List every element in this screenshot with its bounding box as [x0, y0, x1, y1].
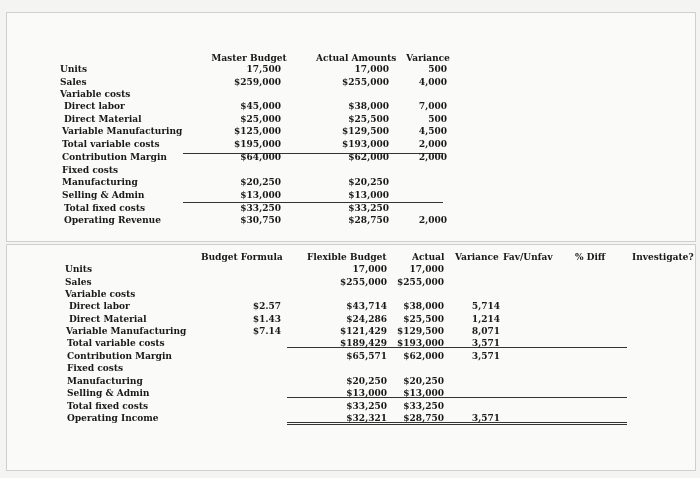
- row-label: Total variable costs: [62, 140, 160, 150]
- flexible-value: $24,286: [346, 315, 387, 325]
- row-label: Sales: [60, 78, 87, 88]
- actual-value: $62,000: [348, 153, 389, 163]
- actual-value: $38,000: [348, 102, 389, 112]
- row-label: Units: [60, 65, 88, 75]
- master-value: 17,500: [246, 65, 281, 75]
- row-label: Manufacturing: [62, 178, 138, 188]
- header-master-budget: Master Budget: [211, 54, 287, 64]
- actual-value: $20,250: [348, 178, 389, 188]
- formula-value: $7.14: [252, 327, 281, 337]
- row-label: Fixed costs: [67, 364, 124, 374]
- header-fav-unfav: Fav/Unfav: [503, 253, 553, 263]
- variance-value: 2,000: [418, 153, 447, 163]
- header-percent-diff: % Diff: [575, 253, 606, 263]
- actual-value: $255,000: [342, 78, 389, 88]
- row-label: Contribution Margin: [67, 352, 172, 362]
- actual-value: $13,000: [348, 191, 389, 201]
- variance-value: 4,000: [418, 78, 447, 88]
- row-label: Total fixed costs: [67, 402, 149, 412]
- flexible-value: $33,250: [346, 402, 387, 412]
- master-value: $13,000: [240, 191, 281, 201]
- header-flexible-budget: Flexible Budget: [307, 253, 387, 263]
- header-budget-formula: Budget Formula: [201, 253, 283, 263]
- formula-value: $2.57: [252, 302, 281, 312]
- row-label: Direct Material: [69, 315, 147, 325]
- actual-value: $13,000: [403, 389, 444, 399]
- row-label: Variable Manufacturing: [62, 127, 183, 137]
- formula-value: $1.43: [252, 315, 281, 325]
- actual-value: $193,000: [342, 140, 389, 150]
- variance-value: 2,000: [418, 140, 447, 150]
- master-value: $25,000: [240, 115, 281, 125]
- actual-value: $38,000: [403, 302, 444, 312]
- row-label: Operating Revenue: [64, 216, 161, 226]
- actual-value: $33,250: [348, 204, 389, 214]
- flexible-value: $20,250: [346, 377, 387, 387]
- row-label: Variable costs: [65, 290, 136, 300]
- actual-value: $25,500: [348, 115, 389, 125]
- variance-value: 3,571: [471, 352, 500, 362]
- master-value: $259,000: [234, 78, 281, 88]
- variance-value: 7,000: [418, 102, 447, 112]
- actual-value: $28,750: [348, 216, 389, 226]
- row-label: Direct labor: [69, 302, 130, 312]
- flexible-value: 17,000: [352, 265, 387, 275]
- master-value: $30,750: [240, 216, 281, 226]
- row-label: Manufacturing: [67, 377, 143, 387]
- master-value: $125,000: [234, 127, 281, 137]
- master-value: $195,000: [234, 140, 281, 150]
- actual-value: 17,000: [354, 65, 389, 75]
- variance-value: 2,000: [418, 216, 447, 226]
- variance-value: 1,214: [471, 315, 500, 325]
- header-variance: Variance: [455, 253, 499, 263]
- actual-value: $129,500: [342, 127, 389, 137]
- row-label: Units: [65, 265, 93, 275]
- row-label: Direct Material: [64, 115, 142, 125]
- header-variance: Variance: [406, 54, 450, 64]
- row-label: Contribution Margin: [62, 153, 167, 163]
- row-label: Variable Manufacturing: [66, 327, 187, 337]
- row-label: Fixed costs: [62, 166, 119, 176]
- header-actual: Actual: [412, 253, 445, 263]
- flexible-value: $121,429: [340, 327, 387, 337]
- actual-value: $25,500: [403, 315, 444, 325]
- header-investigate: Investigate?: [632, 253, 694, 263]
- actual-value: 17,000: [409, 265, 444, 275]
- flexible-value: $13,000: [346, 389, 387, 399]
- actual-value: $28,750: [403, 414, 444, 424]
- actual-value: $33,250: [403, 402, 444, 412]
- row-label: Total fixed costs: [64, 204, 146, 214]
- flexible-value: $43,714: [346, 302, 387, 312]
- master-value: $64,000: [240, 153, 281, 163]
- actual-value: $255,000: [397, 278, 444, 288]
- row-label: Sales: [65, 278, 92, 288]
- row-label: Selling & Admin: [62, 191, 145, 201]
- flexible-value: $65,571: [346, 352, 387, 362]
- row-label: Selling & Admin: [67, 389, 150, 399]
- row-label: Total variable costs: [67, 339, 165, 349]
- variance-value: 500: [428, 65, 447, 75]
- actual-value: $193,000: [397, 339, 444, 349]
- row-divider: [183, 202, 443, 203]
- flexible-value: $255,000: [340, 278, 387, 288]
- variance-value: 3,571: [471, 414, 500, 424]
- row-label: Variable costs: [60, 90, 131, 100]
- row-label: Operating Income: [67, 414, 159, 424]
- row-label: Direct labor: [64, 102, 125, 112]
- master-value: $45,000: [240, 102, 281, 112]
- variance-value: 5,714: [471, 302, 500, 312]
- master-value: $20,250: [240, 178, 281, 188]
- variance-value: 8,071: [471, 327, 500, 337]
- header-actual-amounts: Actual Amounts: [316, 54, 397, 64]
- master-value: $33,250: [240, 204, 281, 214]
- variance-value: 3,571: [471, 339, 500, 349]
- variance-value: 500: [428, 115, 447, 125]
- actual-value: $20,250: [403, 377, 444, 387]
- variance-value: 4,500: [418, 127, 447, 137]
- flexible-value: $189,429: [340, 339, 387, 349]
- flexible-value: $32,321: [346, 414, 387, 424]
- actual-value: $62,000: [403, 352, 444, 362]
- actual-value: $129,500: [397, 327, 444, 337]
